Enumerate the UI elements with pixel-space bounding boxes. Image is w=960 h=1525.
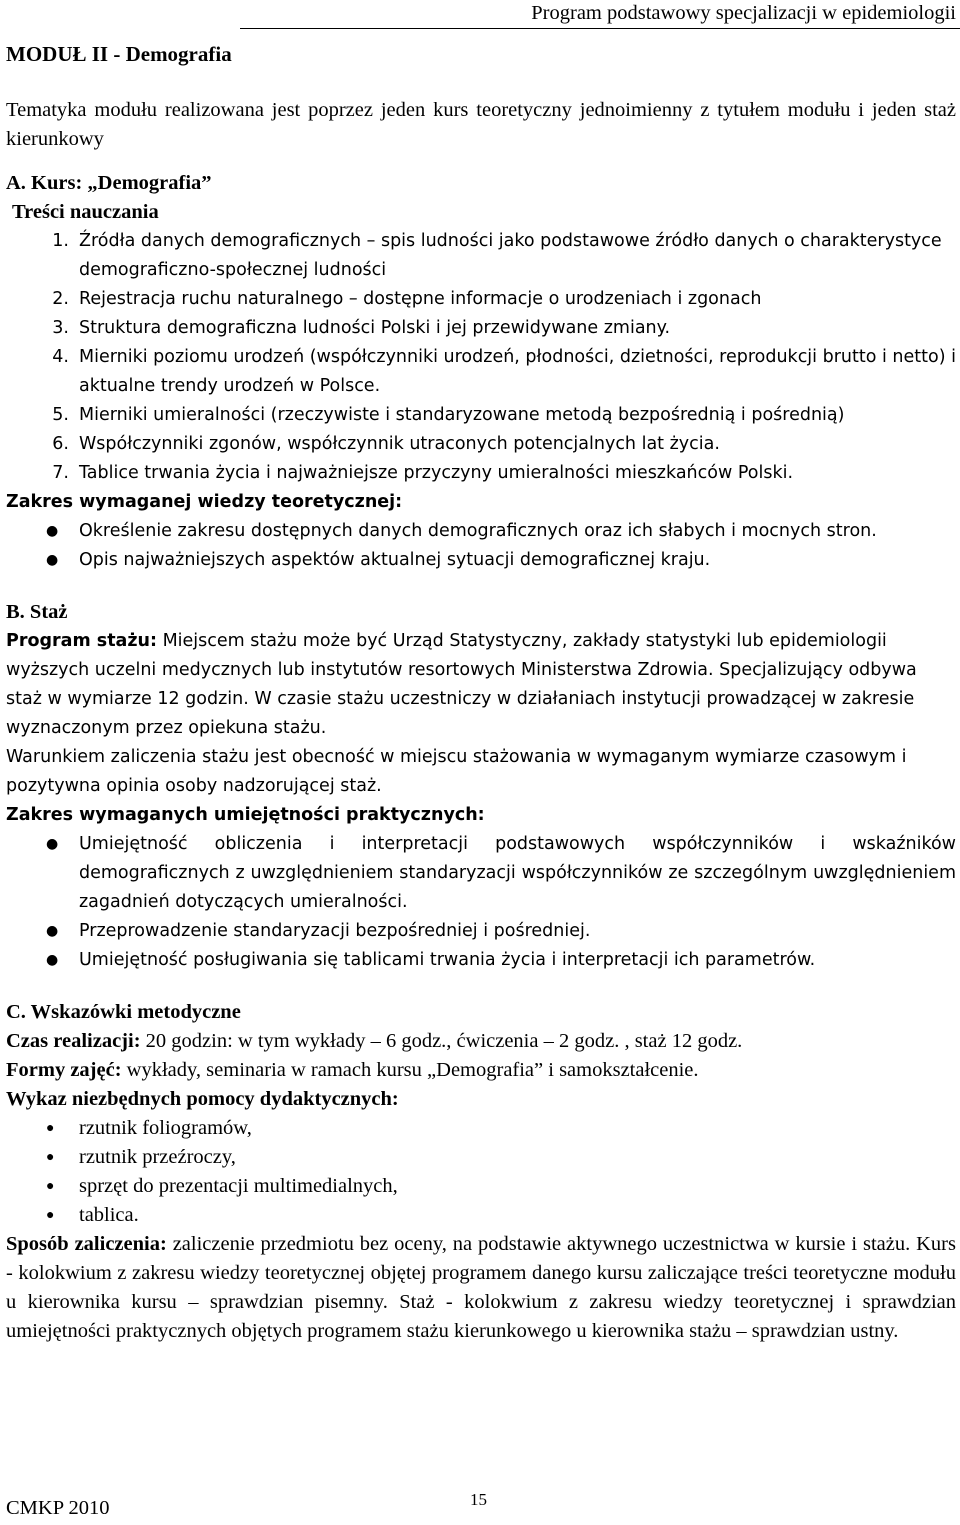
bullet-icon: ● (46, 552, 59, 568)
list-item: ● Umiejętność posługiwania się tablicami trwania życia i interpretacji ich parametrów. (6, 946, 956, 975)
list-item: ● rzutnik przeźroczy, (6, 1143, 956, 1172)
intro-paragraph: Tematyka modułu realizowana jest poprzez jeden kurs teoretyczny jednoimienny z tytułem modułu i jeden staż kierunkowy (6, 99, 956, 150)
list-item: ● rzutnik foliogramów, (6, 1114, 956, 1143)
bullet-icon: ● (46, 1121, 55, 1136)
list-item: ● Przeprowadzenie standaryzacji bezpośredniej i pośredniej. (6, 917, 956, 946)
list-item: 5. Mierniki umieralności (rzeczywiste i standaryzowane metodą bezpośrednią i pośrednią) (52, 405, 845, 425)
list-item: 7. Tablice trwania życia i najważniejsze przyczyny umieralności mieszkańców Polski. (52, 463, 794, 483)
content-list (6, 227, 956, 488)
bullet-icon: ● (46, 523, 59, 539)
assessment-paragraph: Sposób zaliczenia: zaliczenie przedmiotu bez oceny, na podstawie aktywnego uczestnictwa w kursie i stażu. Kurs - kolokwium z zakresu wiedzy teoretycznej objętej programem danego kursu zaliczające treści teoretyczne modułu u kierownika kursu – sprawdzian pisemny. Staż - kolokwium z zakresu wiedzy teoretycznej i sprawdzian umiejętności praktycznych objętych programem stażu kierunkowego u kierownika stażu – sprawdzian ustny. (6, 1233, 956, 1342)
bullet-icon: ● (46, 923, 59, 939)
time-line: Czas realizacji: 20 godzin: w tym wykłady – 6 godz., ćwiczenia – 2 godz. , staż 12 godz. (6, 1030, 743, 1052)
header-rule (240, 28, 960, 29)
course-title: A. Kurs: „Demografia” (6, 172, 212, 194)
aids-heading: Wykaz niezbędnych pomocy dydaktycznych: (6, 1088, 399, 1110)
list-item: ● Umiejętność obliczenia i interpretacji podstawowych współczynników i wskaźników demograficznych z uwzględnieniem standaryzacji współczynników ze szczególnym uwzględnieniem zagadnień dotyczących umieralności. (6, 830, 956, 917)
bullet-icon: ● (46, 836, 59, 852)
internship-program: Program stażu: Miejscem stażu może być Urząd Statystyczny, zakłady statystyki lub epidemiologii wyższych uczelni medycznych lub instytutów resortowych Ministerstwa Zdrowia. Specjalizujący odbywa staż w wymiarze 12 godzin. W czasie stażu uczestniczy w działaniach instytucji prowadzącej w zakresie wyznaczonym przez opiekuna stażu. (6, 631, 917, 738)
bullet-icon: ● (46, 1179, 55, 1194)
list-item: 6. Współczynniki zgonów, współczynnik utraconych potencjalnych lat życia. (52, 434, 720, 454)
bullet-icon: ● (46, 1150, 55, 1165)
bullet-icon: ● (46, 952, 59, 968)
page-number: 15 (470, 1490, 487, 1509)
skills-list (6, 830, 956, 975)
knowledge-list (6, 517, 956, 575)
list-item: 1. Źródła danych demograficznych – spis ludności jako podstawowe źródło danych o charakterystyce demograficzno-społecznej ludności (52, 231, 942, 280)
list-item: 2. Rejestracja ruchu naturalnego – dostępne informacje o urodzeniach i zgonach (52, 289, 762, 309)
skills-heading: Zakres wymaganych umiejętności praktycznych: (6, 805, 485, 825)
running-title: Program podstawowy specjalizacji w epidemiologii (531, 2, 956, 24)
list-item: 4. Mierniki poziomu urodzeń (współczynniki urodzeń, płodności, dzietności, reprodukcji brutto i netto) i aktualne trendy urodzeń w Polsce. (52, 347, 956, 396)
internship-completion: Warunkiem zaliczenia stażu jest obecność w miejscu stażowania w wymaganym wymiarze czasowym i pozytywna opinia osoby nadzorującej staż. (6, 747, 907, 796)
page-header (0, 0, 960, 30)
internship-title: B. Staż (6, 601, 68, 623)
knowledge-heading: Zakres wymaganej wiedzy teoretycznej: (6, 492, 403, 512)
module-title: MODUŁ II - Demografia (6, 42, 232, 66)
methodology-title: C. Wskazówki metodyczne (6, 1001, 241, 1023)
list-item: ● tablica. (6, 1201, 956, 1230)
content-heading: Treści nauczania (12, 201, 159, 223)
footer-publisher: CMKP 2010 (6, 1497, 110, 1519)
bullet-icon: ● (46, 1208, 55, 1223)
aids-list (6, 1114, 956, 1230)
list-item: ● sprzęt do prezentacji multimedialnych, (6, 1172, 956, 1201)
document-body (6, 96, 956, 1346)
list-item: ● Określenie zakresu dostępnych danych demograficznych oraz ich słabych i mocnych stron. (6, 517, 956, 546)
list-item: ● Opis najważniejszych aspektów aktualnej sytuacji demograficznej kraju. (6, 546, 956, 575)
list-item: 3. Struktura demograficzna ludności Polski i jej przewidywane zmiany. (52, 318, 671, 338)
forms-line: Formy zajęć: wykłady, seminaria w ramach kursu „Demografia” i samokształcenie. (6, 1059, 699, 1081)
